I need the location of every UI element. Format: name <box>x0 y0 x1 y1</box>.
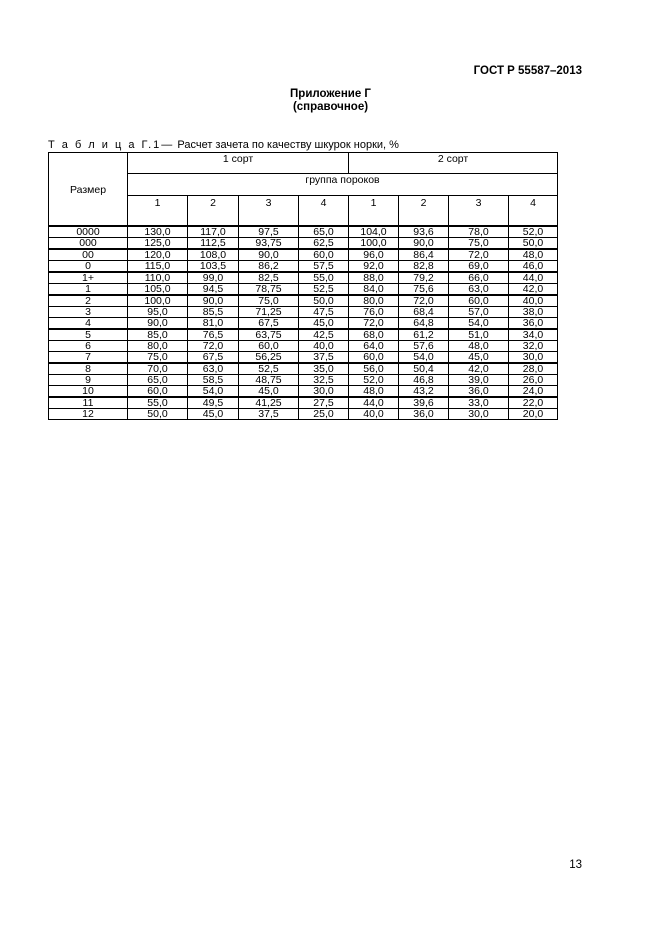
table-row <box>49 249 558 261</box>
page-number: 13 <box>569 859 582 871</box>
value-cell: 78,0 <box>449 226 509 238</box>
value-cell: 55,0 <box>128 397 188 409</box>
appendix-subtitle: (справочное) <box>292 101 369 113</box>
appendix-title: Приложение Г <box>290 88 371 100</box>
value-cell: 33,0 <box>449 397 509 409</box>
group-header: 2 <box>399 196 449 227</box>
table-row <box>49 397 558 409</box>
value-cell: 27,5 <box>299 397 349 409</box>
value-cell: 82,8 <box>399 261 449 273</box>
value-cell: 60,0 <box>239 341 299 352</box>
size-cell: 2 <box>49 295 128 307</box>
caption-text: Расчет зачета по качеству шкурок норки, % <box>177 139 399 151</box>
value-cell: 93,75 <box>239 238 299 250</box>
size-cell: 12 <box>49 409 128 420</box>
group-header: 4 <box>509 196 558 227</box>
value-cell: 56,25 <box>239 352 299 364</box>
value-cell: 38,0 <box>509 307 558 318</box>
value-cell: 120,0 <box>128 249 188 261</box>
value-cell: 48,75 <box>239 375 299 386</box>
table-row <box>49 307 558 318</box>
value-cell: 75,0 <box>449 238 509 250</box>
value-cell: 90,0 <box>128 318 188 330</box>
value-cell: 76,5 <box>188 329 239 341</box>
value-cell: 96,0 <box>349 249 399 261</box>
group-header: 2 <box>188 196 239 227</box>
value-cell: 45,0 <box>239 386 299 398</box>
value-cell: 48,0 <box>449 341 509 352</box>
value-cell: 66,0 <box>449 272 509 284</box>
value-cell: 25,0 <box>299 409 349 420</box>
table-row <box>49 238 558 250</box>
credit-table <box>48 152 558 420</box>
value-cell: 58,5 <box>188 375 239 386</box>
value-cell: 115,0 <box>128 261 188 273</box>
value-cell: 90,0 <box>188 295 239 307</box>
table-caption <box>48 139 399 151</box>
value-cell: 82,5 <box>239 272 299 284</box>
value-cell: 92,0 <box>349 261 399 273</box>
value-cell: 50,0 <box>128 409 188 420</box>
table-row <box>49 341 558 352</box>
value-cell: 86,2 <box>239 261 299 273</box>
value-cell: 46,0 <box>509 261 558 273</box>
table-row <box>49 284 558 296</box>
value-cell: 54,0 <box>449 318 509 330</box>
value-cell: 72,0 <box>449 249 509 261</box>
table-row <box>49 261 558 273</box>
value-cell: 60,0 <box>349 352 399 364</box>
value-cell: 69,0 <box>449 261 509 273</box>
value-cell: 67,5 <box>188 352 239 364</box>
group-header: 1 <box>128 196 188 227</box>
value-cell: 54,0 <box>399 352 449 364</box>
size-cell: 1 <box>49 284 128 296</box>
size-cell: 10 <box>49 386 128 398</box>
value-cell: 44,0 <box>509 272 558 284</box>
value-cell: 52,5 <box>299 284 349 296</box>
table-row <box>49 295 558 307</box>
value-cell: 60,0 <box>128 386 188 398</box>
value-cell: 78,75 <box>239 284 299 296</box>
value-cell: 28,0 <box>509 363 558 375</box>
value-cell: 105,0 <box>128 284 188 296</box>
value-cell: 65,0 <box>128 375 188 386</box>
value-cell: 40,0 <box>299 341 349 352</box>
value-cell: 52,0 <box>349 375 399 386</box>
value-cell: 68,4 <box>399 307 449 318</box>
value-cell: 61,2 <box>399 329 449 341</box>
value-cell: 35,0 <box>299 363 349 375</box>
caption-label: Т а б л и ц а Г.1— <box>48 139 175 151</box>
value-cell: 24,0 <box>509 386 558 398</box>
value-cell: 60,0 <box>449 295 509 307</box>
size-cell: 4 <box>49 318 128 330</box>
value-cell: 85,5 <box>188 307 239 318</box>
value-cell: 52,0 <box>509 226 558 238</box>
value-cell: 20,0 <box>509 409 558 420</box>
value-cell: 37,5 <box>239 409 299 420</box>
size-cell: 5 <box>49 329 128 341</box>
value-cell: 99,0 <box>188 272 239 284</box>
value-cell: 30,0 <box>449 409 509 420</box>
value-cell: 45,0 <box>188 409 239 420</box>
table-row <box>49 375 558 386</box>
table-row <box>49 352 558 364</box>
size-cell: 11 <box>49 397 128 409</box>
size-cell: 6 <box>49 341 128 352</box>
value-cell: 63,0 <box>449 284 509 296</box>
group-header: 3 <box>239 196 299 227</box>
group-header: 3 <box>449 196 509 227</box>
value-cell: 55,0 <box>299 272 349 284</box>
size-cell: 1+ <box>49 272 128 284</box>
value-cell: 108,0 <box>188 249 239 261</box>
value-cell: 57,6 <box>399 341 449 352</box>
size-cell: 0 <box>49 261 128 273</box>
value-cell: 48,0 <box>509 249 558 261</box>
value-cell: 54,0 <box>188 386 239 398</box>
value-cell: 47,5 <box>299 307 349 318</box>
value-cell: 44,0 <box>349 397 399 409</box>
size-cell: 7 <box>49 352 128 364</box>
group-header: 1 <box>349 196 399 227</box>
value-cell: 34,0 <box>509 329 558 341</box>
value-cell: 49,5 <box>188 397 239 409</box>
value-cell: 100,0 <box>128 295 188 307</box>
value-cell: 40,0 <box>349 409 399 420</box>
value-cell: 57,5 <box>299 261 349 273</box>
value-cell: 46,8 <box>399 375 449 386</box>
value-cell: 60,0 <box>299 249 349 261</box>
value-cell: 57,0 <box>449 307 509 318</box>
value-cell: 42,0 <box>449 363 509 375</box>
value-cell: 42,0 <box>509 284 558 296</box>
value-cell: 56,0 <box>349 363 399 375</box>
value-cell: 88,0 <box>349 272 399 284</box>
table-row <box>49 226 558 238</box>
value-cell: 110,0 <box>128 272 188 284</box>
table-row <box>49 386 558 398</box>
value-cell: 72,0 <box>399 295 449 307</box>
value-cell: 81,0 <box>188 318 239 330</box>
value-cell: 26,0 <box>509 375 558 386</box>
value-cell: 90,0 <box>239 249 299 261</box>
value-cell: 32,0 <box>509 341 558 352</box>
value-cell: 50,0 <box>299 295 349 307</box>
value-cell: 125,0 <box>128 238 188 250</box>
standard-number: ГОСТ Р 55587–2013 <box>473 65 582 77</box>
table-row <box>49 409 558 420</box>
value-cell: 30,0 <box>509 352 558 364</box>
value-cell: 95,0 <box>128 307 188 318</box>
grade-2-header: 2 сорт <box>349 153 558 174</box>
value-cell: 80,0 <box>128 341 188 352</box>
value-cell: 97,5 <box>239 226 299 238</box>
grade-1-header: 1 сорт <box>128 153 349 174</box>
size-cell: 00 <box>49 249 128 261</box>
defect-group-header: группа пороков <box>128 174 558 196</box>
value-cell: 75,0 <box>128 352 188 364</box>
size-cell: 9 <box>49 375 128 386</box>
value-cell: 40,0 <box>509 295 558 307</box>
value-cell: 130,0 <box>128 226 188 238</box>
table-row <box>49 272 558 284</box>
value-cell: 41,25 <box>239 397 299 409</box>
size-cell: 0000 <box>49 226 128 238</box>
value-cell: 75,0 <box>239 295 299 307</box>
value-cell: 72,0 <box>349 318 399 330</box>
value-cell: 36,0 <box>449 386 509 398</box>
value-cell: 22,0 <box>509 397 558 409</box>
table-row <box>49 363 558 375</box>
group-header: 4 <box>299 196 349 227</box>
value-cell: 79,2 <box>399 272 449 284</box>
value-cell: 93,6 <box>399 226 449 238</box>
size-cell: 8 <box>49 363 128 375</box>
value-cell: 50,4 <box>399 363 449 375</box>
value-cell: 100,0 <box>349 238 399 250</box>
value-cell: 94,5 <box>188 284 239 296</box>
value-cell: 76,0 <box>349 307 399 318</box>
value-cell: 67,5 <box>239 318 299 330</box>
value-cell: 65,0 <box>299 226 349 238</box>
value-cell: 71,25 <box>239 307 299 318</box>
value-cell: 30,0 <box>299 386 349 398</box>
value-cell: 62,5 <box>299 238 349 250</box>
value-cell: 36,0 <box>399 409 449 420</box>
value-cell: 64,8 <box>399 318 449 330</box>
value-cell: 104,0 <box>349 226 399 238</box>
value-cell: 63,75 <box>239 329 299 341</box>
value-cell: 72,0 <box>188 341 239 352</box>
size-cell: 3 <box>49 307 128 318</box>
value-cell: 84,0 <box>349 284 399 296</box>
value-cell: 37,5 <box>299 352 349 364</box>
value-cell: 90,0 <box>399 238 449 250</box>
value-cell: 52,5 <box>239 363 299 375</box>
value-cell: 39,6 <box>399 397 449 409</box>
value-cell: 103,5 <box>188 261 239 273</box>
value-cell: 64,0 <box>349 341 399 352</box>
value-cell: 32,5 <box>299 375 349 386</box>
value-cell: 68,0 <box>349 329 399 341</box>
value-cell: 48,0 <box>349 386 399 398</box>
value-cell: 117,0 <box>188 226 239 238</box>
table-row <box>49 318 558 330</box>
size-header: Размер <box>49 153 128 227</box>
value-cell: 39,0 <box>449 375 509 386</box>
value-cell: 86,4 <box>399 249 449 261</box>
value-cell: 85,0 <box>128 329 188 341</box>
value-cell: 51,0 <box>449 329 509 341</box>
value-cell: 45,0 <box>299 318 349 330</box>
value-cell: 45,0 <box>449 352 509 364</box>
value-cell: 75,6 <box>399 284 449 296</box>
value-cell: 50,0 <box>509 238 558 250</box>
value-cell: 36,0 <box>509 318 558 330</box>
table-row <box>49 329 558 341</box>
value-cell: 43,2 <box>399 386 449 398</box>
value-cell: 112,5 <box>188 238 239 250</box>
value-cell: 63,0 <box>188 363 239 375</box>
size-cell: 000 <box>49 238 128 250</box>
value-cell: 70,0 <box>128 363 188 375</box>
value-cell: 42,5 <box>299 329 349 341</box>
value-cell: 80,0 <box>349 295 399 307</box>
